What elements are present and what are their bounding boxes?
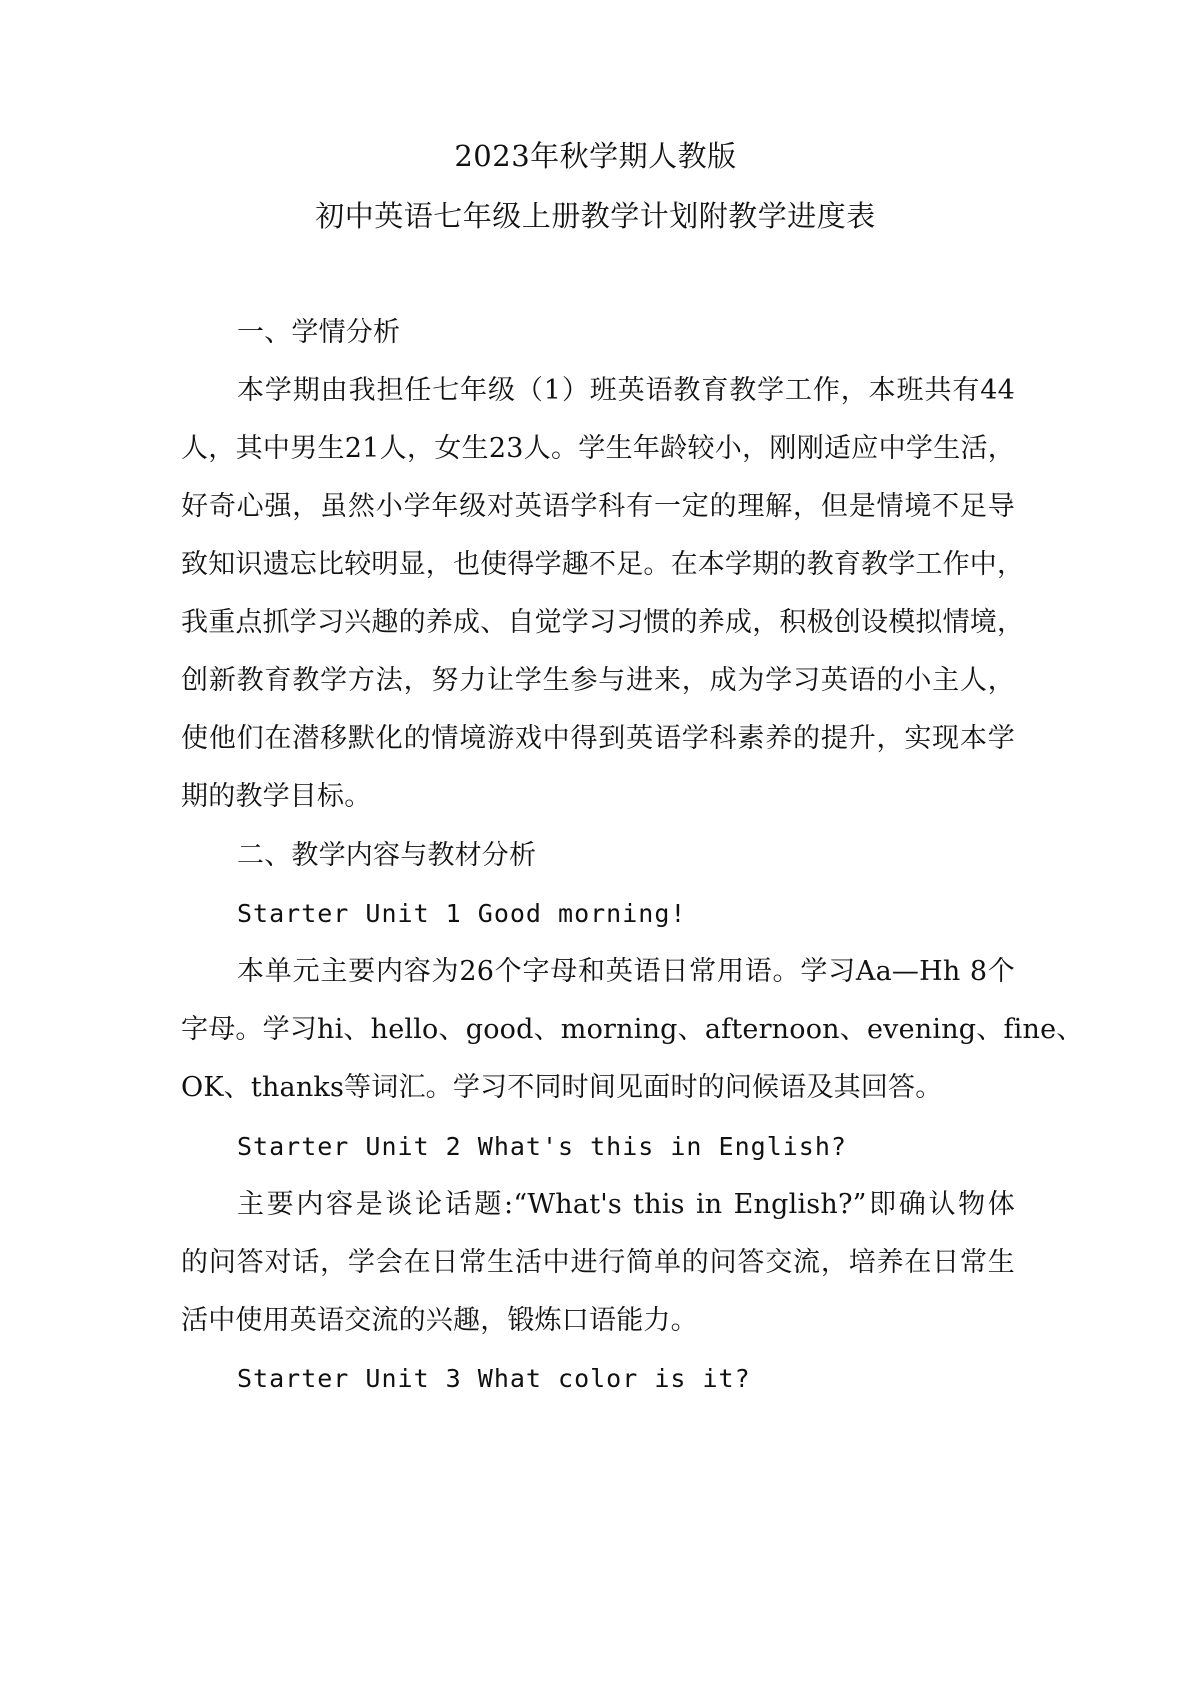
paragraph-line: 我重点抓学习兴趣的养成、自觉学习习惯的养成，积极创设模拟情境， xyxy=(181,607,1025,638)
paragraph-line: 好奇心强，虽然小学年级对英语学科有一定的理解，但是情境不足导 xyxy=(181,491,1015,522)
document-title-line-2: 初中英语七年级上册教学计划附教学进度表 xyxy=(315,199,876,233)
paragraph-line: 创新教育教学方法，努力让学生参与进来，成为学习英语的小主人， xyxy=(181,665,1015,696)
paragraph-line: 期的教学目标。 xyxy=(181,781,372,812)
section-heading-1: 一、学情分析 xyxy=(237,317,401,348)
paragraph-line: OK、thanks等词汇。学习不同时间见面时的问候语及其回答。 xyxy=(181,1072,943,1103)
paragraph-line: 致知识遗忘比较明显，也使得学趣不足。在本学期的教育教学工作中， xyxy=(181,549,1025,580)
section-heading-2: 二、教学内容与教材分析 xyxy=(237,840,537,871)
paragraph-line: 活中使用英语交流的兴趣，锻炼口语能力。 xyxy=(181,1305,698,1336)
unit-title-1: Starter Unit 1 Good morning! xyxy=(237,899,687,928)
unit-title-3: Starter Unit 3 What color is it? xyxy=(237,1364,751,1393)
paragraph-line: 字母。学习hi、hello、good、morning、afternoon、evening、fine、 xyxy=(181,1014,1084,1045)
paragraph-line: 人，其中男生21人，女生23人。学生年龄较小，刚刚适应中学生活， xyxy=(181,433,1015,464)
paragraph-line: 主要内容是谈论话题:“What's this in English?”即确认物体 xyxy=(237,1189,1015,1220)
paragraph-line: 使他们在潜移默化的情境游戏中得到英语学科素养的提升，实现本学 xyxy=(181,723,1015,754)
paragraph-line: 的问答对话，学会在日常生活中进行简单的问答交流，培养在日常生 xyxy=(181,1247,1015,1278)
document-title-line-1: 2023年秋学期人教版 xyxy=(454,139,737,173)
unit-title-2: Starter Unit 2 What's this in English? xyxy=(237,1132,847,1161)
paragraph-line: 本单元主要内容为26个字母和英语日常用语。学习Aa—Hh 8个 xyxy=(237,956,1015,987)
paragraph-line: 本学期由我担任七年级（1）班英语教育教学工作，本班共有44 xyxy=(237,375,1015,406)
